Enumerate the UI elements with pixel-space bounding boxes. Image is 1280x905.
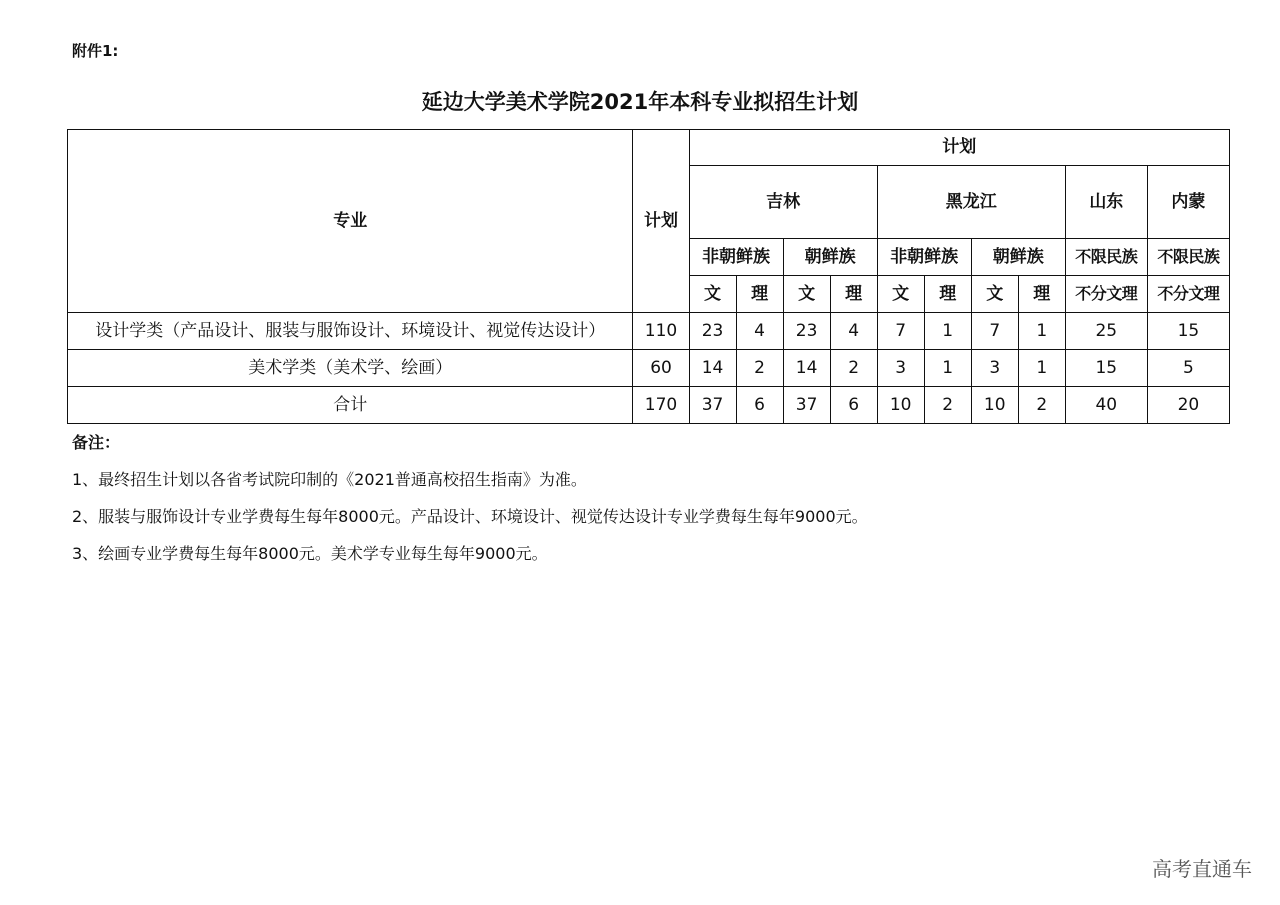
row-value: 7: [971, 313, 1018, 350]
header-major: 专业: [68, 130, 633, 313]
enrollment-plan-table: [67, 129, 1230, 424]
row-value: 3: [877, 350, 924, 387]
header-stream: 文: [971, 276, 1018, 313]
header-stream: 理: [1018, 276, 1065, 313]
row-value: 15: [1065, 350, 1147, 387]
header-stream: 理: [924, 276, 971, 313]
row-value: 20: [1147, 387, 1229, 424]
table-row-total: [68, 387, 1230, 424]
row-value: 2: [736, 350, 783, 387]
header-ethnic: 朝鲜族: [971, 239, 1065, 276]
row-value: 3: [971, 350, 1018, 387]
watermark: 高考直通车: [1152, 857, 1252, 881]
row-value: 7: [877, 313, 924, 350]
page-title: 延边大学美术学院2021年本科专业拟招生计划: [421, 90, 859, 114]
header-ethnic: 不限民族: [1065, 239, 1147, 276]
remark-note: 3、绘画专业学费每生每年8000元。美术学专业每生每年9000元。: [72, 544, 548, 563]
row-value: 37: [783, 387, 830, 424]
header-plan-group: 计划: [689, 130, 1229, 166]
row-value: 37: [689, 387, 736, 424]
row-value: 5: [1147, 350, 1229, 387]
table-row: [68, 313, 1230, 350]
table-row: [68, 350, 1230, 387]
row-value: 2: [830, 350, 877, 387]
header-stream: 不分文理: [1065, 276, 1147, 313]
row-value: 14: [689, 350, 736, 387]
header-ethnic: 非朝鲜族: [877, 239, 971, 276]
header-province-neimeng: 内蒙: [1147, 166, 1229, 239]
row-value: 23: [689, 313, 736, 350]
row-value: 2: [1018, 387, 1065, 424]
row-major: 美术学类（美术学、绘画）: [68, 350, 633, 387]
row-total: 110: [633, 313, 689, 350]
row-value: 2: [924, 387, 971, 424]
row-value: 15: [1147, 313, 1229, 350]
header-stream: 理: [736, 276, 783, 313]
header-province-jilin: 吉林: [689, 166, 877, 239]
row-total: 60: [633, 350, 689, 387]
header-province-shandong: 山东: [1065, 166, 1147, 239]
header-ethnic: 朝鲜族: [783, 239, 877, 276]
row-value: 10: [877, 387, 924, 424]
header-stream: 文: [689, 276, 736, 313]
row-value: 10: [971, 387, 1018, 424]
row-value: 6: [830, 387, 877, 424]
row-value: 14: [783, 350, 830, 387]
row-value: 4: [736, 313, 783, 350]
row-value: 25: [1065, 313, 1147, 350]
row-value: 23: [783, 313, 830, 350]
remark-note: 2、服装与服饰设计专业学费每生每年8000元。产品设计、环境设计、视觉传达设计专业学费每生每年9000元。: [72, 507, 868, 526]
header-stream: 文: [877, 276, 924, 313]
row-value: 1: [1018, 350, 1065, 387]
row-total: 170: [633, 387, 689, 424]
remarks-title: 备注：: [72, 433, 121, 452]
row-value: 6: [736, 387, 783, 424]
row-value: 1: [1018, 313, 1065, 350]
header-stream: 文: [783, 276, 830, 313]
header-stream: 不分文理: [1147, 276, 1229, 313]
row-major: 设计学类（产品设计、服装与服饰设计、环境设计、视觉传达设计）: [68, 313, 633, 350]
header-plan-total: 计划: [633, 130, 689, 313]
remarks: [72, 430, 868, 578]
row-value: 40: [1065, 387, 1147, 424]
header-stream: 理: [830, 276, 877, 313]
row-major: 合计: [68, 387, 633, 424]
row-value: 4: [830, 313, 877, 350]
remark-note: 1、最终招生计划以各省考试院印制的《2021普通高校招生指南》为准。: [72, 470, 587, 489]
row-value: 1: [924, 350, 971, 387]
attachment-label: 附件1:: [72, 42, 119, 60]
row-value: 1: [924, 313, 971, 350]
header-province-heilongjiang: 黑龙江: [877, 166, 1065, 239]
header-ethnic: 非朝鲜族: [689, 239, 783, 276]
header-ethnic: 不限民族: [1147, 239, 1229, 276]
